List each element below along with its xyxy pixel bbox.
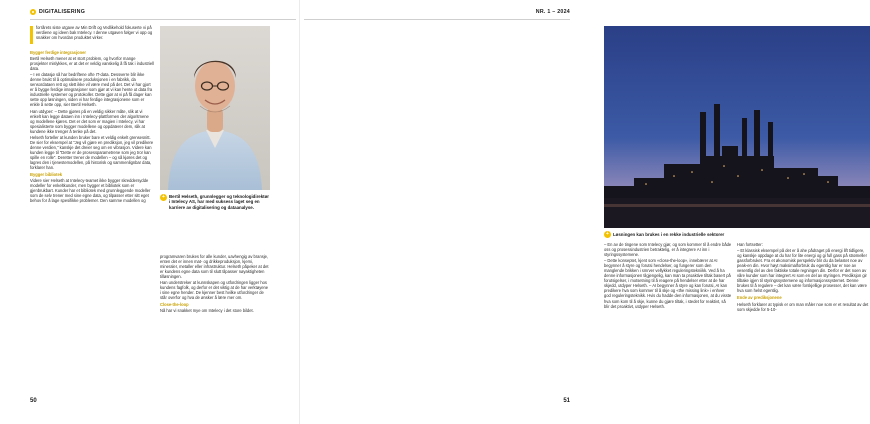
section-title: DIGITALISERING: [39, 9, 86, 15]
caption-bullet-icon-right: +: [604, 231, 611, 238]
portrait-photo: [160, 26, 270, 190]
article-column-1: [30, 48, 154, 204]
lead-accent-bar: [30, 26, 33, 44]
power-plant-illustration: [604, 26, 870, 228]
subheading: Close-the-loop: [160, 302, 189, 308]
subheading: Bygger ferdige integrasjoner: [30, 50, 86, 55]
header-rule: [30, 19, 296, 20]
portrait-illustration: [160, 26, 270, 190]
issue-label: NR. 1 – 2024: [535, 9, 570, 15]
section-header: [30, 9, 85, 15]
plant-caption: Løsningen kan brukes i en rekke industrielle sektorer: [613, 232, 725, 237]
header-rule-right: [304, 19, 570, 20]
right-page: [300, 0, 869, 424]
body-paragraph: Helseth forteller at kunden bruker bare et veldig enkelt grensesnitt. De sier for eksempel at "Jeg vil gjøre en prediksjon, jeg vil predikere denne verdien," kanskje det dreier seg om en vibrasjon. Videre kan kunden legge til "Dette er de prosessparametrene som jeg tror kan spille en rolle". Deretter trener de modellen – og så kjøres det og lagres den i tjenestemodellen, på historisk og sammenlignbar data, forklarer han.: [30, 134, 154, 171]
body-paragraph: Han utdyper: – Dette gjøres på en veldig sikker måte, slik at vi enkelt kan legge dataen inn i Intelecy-plattformen der algoritmene og modellene kjøres. Det er det som er magien i Intelecy, vi har spesialisterte som bygger modellene og oppdaterer dem, slik at kundene ikke trenger å tenke på det.: [30, 108, 149, 134]
body-paragraph: programvaren brukes for alle kunder, uavhengig av bransje, enten det er innen mat- og drikkeproduksjon, kjemi, mineraler, metaller eller infrastruktur. Helseth påpeker at det er kundens egne data som til slutt tilpasser nøyaktigheten tilløsningen.: [160, 254, 269, 280]
body-paragraph: Bertil Helseth mener at et stort problem, og hvorfor mange prosjekter mislykkes, er at det er veldig vanskelig å få tak i industriell data.: [30, 56, 155, 72]
caption-bullet-icon: +: [160, 194, 167, 201]
portrait-caption: Bertil Helseth, grunnlegger og teknologidirektør i Intelecy AS, har med suksess laget seg en karriere av digitalisering og dataanalyse.: [169, 194, 270, 210]
body-paragraph: Helseth forklarer at typisk er om man måler noe som er et resultat av det som skjedde for 5-10-: [737, 301, 869, 312]
subheading: Ende av prediksjonene: [737, 295, 782, 301]
article-column-3: [604, 242, 732, 310]
body-paragraph: – Dette konseptet, kjent som «close-the-loop», innebærer at AI begynner å styre og forutsi hendelser, og fungerer som den manglende brikken i smrver vellykket reguleringstekniikk. Ved å ha denne informasjonen tilgjengelig, kan man ta proaktive tiltak basert på forutsigelser, i motsetning til å reagere på hendelser etter at de har skjedd, utdyper Helseth. – AI begynner å styre og kan forutsi, AI kan predikere hva som kommer til å skje og «the missing link» i enhver god reguleringsteknikk. Hvis du hadde den informasjonen, at du visste hva som kom til å skje, kunne du gjøre tiltak, i stedet for reaktivt, så blir det proaktivt, utdyper Helseth.: [604, 258, 732, 309]
body-paragraph: Han understreker at kunnskapen og utfordringen ligger hos kundens fagfolk, og derfor er det viktig at de har verktøyene i sine egne hender. De kjenner best hvilke utfordringer de står overfor og hva de ønsker å lære mer om.: [160, 280, 269, 301]
article-column-2: [160, 254, 270, 315]
body-paragraph: – En av de tingene som Intelecy gjør, og som kommer til å endre både oss og prosessindustrien betraktelig, er å integrere AI inn i styringssystemene.: [604, 242, 732, 258]
industrial-plant-photo: [604, 26, 870, 228]
body-paragraph: Nå har vi snakket mye om Intelecy i det store bildet.: [160, 308, 254, 314]
section-bullet-icon: [30, 9, 36, 15]
left-page: [0, 0, 300, 424]
page-number-left: 50: [30, 398, 37, 404]
page-number-right: 51: [563, 398, 570, 404]
body-paragraph: – I en datasjø så har bedriftene ofte IT-data. Dessverre blir ikke denne brukt til å optimalisere produksjonen i en fabrikk, da sensordataen rett og slett ikke vil være med på det. Det vi har gjort er å bygge ferdige integrasjoner som gjør at vi kan hente ut data fra industrielle systemer og protokoller. Dette gjør at vi på få dager kan sette opp løsningen, siden vi har ferdige integrasjonene som er enkle å sette opp, sier Bertil Helseth.: [30, 72, 153, 108]
lead-text: forrårets siste utgave av Min Drift og Vedlikehold fokuserte vi på verdiene og ideen bak Intelecy. I denne utgaven følger vi opp og snakker om hvordan produktet virker.: [36, 25, 153, 41]
body-paragraph: Han fortsetter:: [737, 242, 763, 247]
body-paragraph: Videre sier Helseth at Intelecy-teamet ikke bygger skreddersydde modeller for enkeltkunder, men bygger et bibliotek som er gjenbrukbart. Kunder har et bibliotek med grunnleggende modeller som de selv trener med sine egne data, og tilpasser etter sitt eget behov for å lage spesifikke problemer. Den samme modellen og: [30, 178, 151, 204]
subheading: Bygger bibliotek: [30, 172, 63, 178]
body-paragraph: – Et klassisk eksempel på det er å ahe pådraget på energi lift tidligere, og kanskje oppdage at du har for lite energi og gi full gass på strømeller gassforbruket. Fra et økonomisk perspektiv blir du da belastet noe av peak-en din. Hvor høyt maksimalforbruk du egentlig har er noe av vesentlig del av den faktiske totale regningen din. Derfor er det noen av våre kunder som har integrert AI som en del av styringen. Prediksjon gir tilbake igjen til styringssystemene og informasjonssystemet. Denne brukes til å regulere – det kan være forskjellige prosesser, det kan være hva som helst egentlig.: [737, 248, 867, 294]
lead-paragraph: [36, 25, 154, 41]
article-column-4: [737, 242, 870, 313]
